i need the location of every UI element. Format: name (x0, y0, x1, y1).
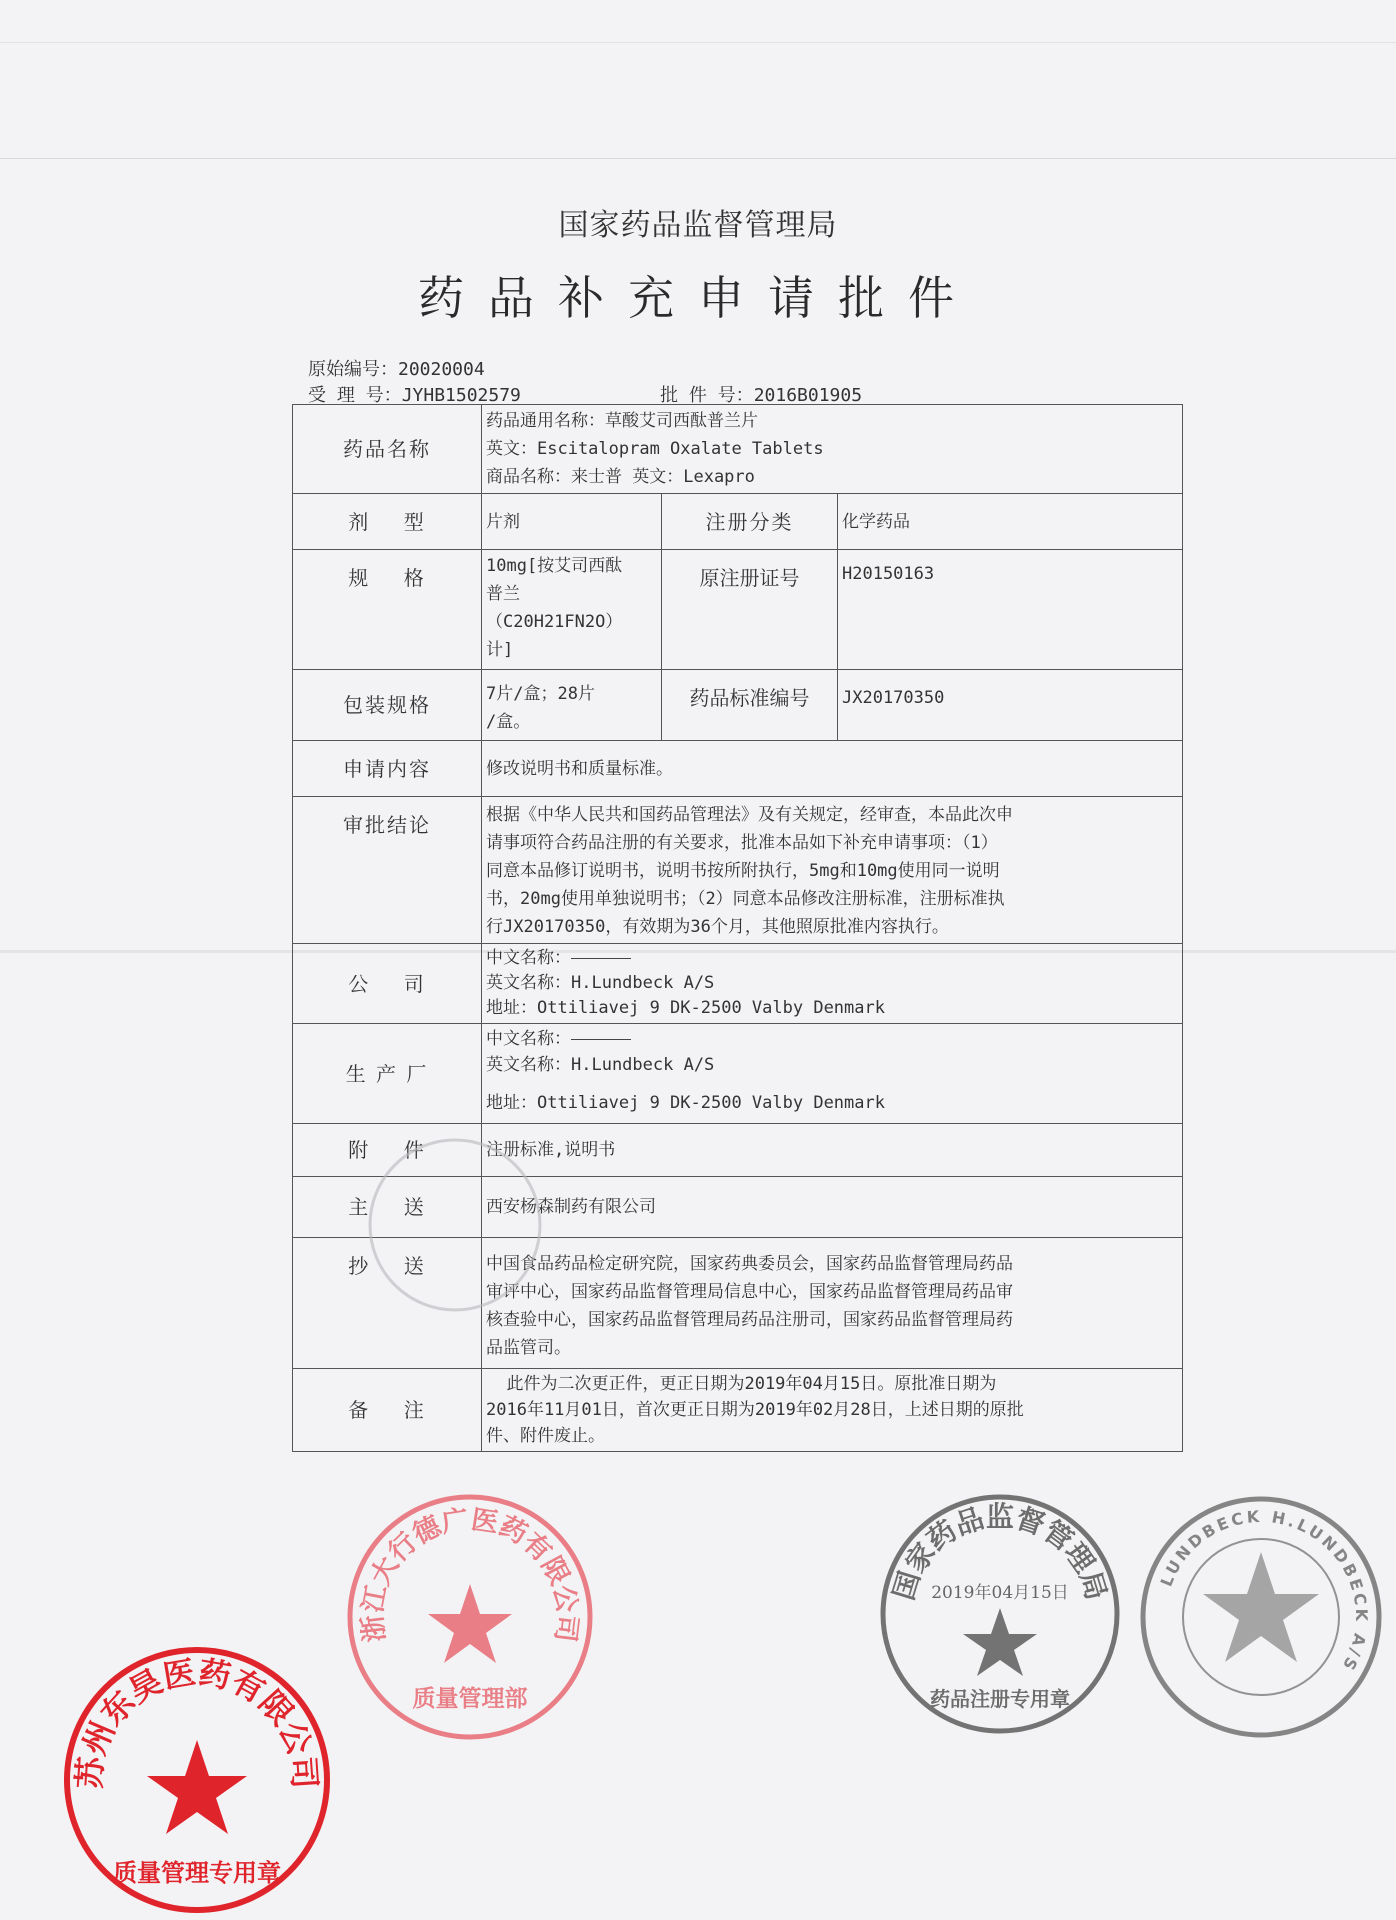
agency-name: 国家药品监督管理局 (558, 208, 838, 243)
label-remarks: 备 注 (293, 1369, 482, 1452)
red-stamp-1-bottom-text: 质量管理部 (412, 1686, 528, 1712)
row-application (293, 741, 1183, 797)
drug-name-value (482, 405, 1183, 494)
row-package (293, 670, 1183, 741)
company-en-name: 英文名称：H.Lundbeck A/S (486, 973, 715, 993)
row-conclusion (293, 797, 1183, 944)
row-remarks (293, 1369, 1183, 1452)
faint-stamp (360, 1120, 550, 1330)
spec-value (482, 550, 662, 670)
company-cn-name-label: 中文名称： (486, 948, 571, 968)
package-value (482, 670, 662, 741)
original-registration-value: H20150163 (838, 550, 1183, 670)
star-icon (1203, 1552, 1319, 1662)
row-company (293, 944, 1183, 1024)
manufacturer-value (482, 1024, 1183, 1124)
english-name: 英文：Escitalopram Oxalate Tablets (486, 439, 824, 459)
company-value (482, 944, 1183, 1024)
company-address: 地址：Ottiliavej 9 DK-2500 Valby Denmark (486, 998, 885, 1018)
conclusion-line: 同意本品修订说明书，说明书按所附执行，5mg和10mg使用同一说明 (486, 861, 1000, 881)
spec-line: 计] (486, 640, 514, 660)
star-icon (428, 1584, 512, 1663)
conclusion-line: 请事项符合药品注册的有关要求，批准本品如下补充申请事项：（1） (486, 833, 998, 853)
standard-number-value: JX20170350 (838, 670, 1183, 741)
conclusion-line: 根据《中华人民共和国药品管理法》及有关规定，经审查，本品此次申 (486, 805, 1013, 825)
attachments-value: 注册标准,说明书 (482, 1124, 1183, 1177)
generic-name: 药品通用名称：草酸艾司西酞普兰片 (486, 411, 758, 431)
row-dosage-form (293, 494, 1183, 550)
spec-line: 普兰 (486, 584, 520, 604)
nmpa-ring-text: 国家药品监督管理局 (886, 1499, 1114, 1604)
original-number-label: 原始编号： (308, 359, 398, 380)
label-original-registration: 原注册证号 (662, 550, 838, 670)
zhejiang-quality-stamp (345, 1492, 595, 1742)
label-cc: 抄 送 (293, 1238, 482, 1369)
dosage-form-value: 片剂 (482, 494, 662, 550)
label-standard-number: 药品标准编号 (662, 670, 838, 741)
approval-number-value: 2016B01905 (753, 385, 863, 406)
label-attachments: 附 件 (293, 1124, 482, 1177)
label-manufacturer: 生 产 厂 (293, 1024, 482, 1124)
blank-line (571, 958, 631, 959)
cc-value (482, 1238, 1183, 1369)
label-application: 申请内容 (293, 741, 482, 797)
star-icon (963, 1608, 1037, 1676)
manufacturer-cn-name-label: 中文名称： (486, 1029, 571, 1049)
nmpa-bottom-text: 药品注册专用章 (930, 1687, 1070, 1711)
registration-class-value: 化学药品 (838, 494, 1183, 550)
blank-line (571, 1039, 631, 1040)
package-line: 7片/盒；28片 (486, 684, 595, 704)
nmpa-date: 2019年04月15日 (931, 1583, 1069, 1603)
row-drug-name (293, 405, 1183, 494)
conclusion-line: 行JX20170350，有效期为36个月，其他照原批准内容执行。 (486, 917, 949, 937)
acceptance-number-label: 受 理 号： (308, 385, 402, 406)
document-title: 药品补充申请批件 (418, 271, 978, 325)
row-spec (293, 550, 1183, 670)
remarks-value (482, 1369, 1183, 1452)
label-dosage-form: 剂 型 (293, 494, 482, 550)
remarks-line: 此件为二次更正件，更正日期为2019年04月15日。原批准日期为 (486, 1374, 997, 1394)
original-number-value: 20020004 (398, 359, 485, 380)
approval-number-label: 批 件 号： (660, 385, 754, 406)
cc-line: 核查验中心，国家药品监督管理局药品注册司，国家药品监督管理局药 (486, 1310, 1013, 1330)
suzhou-quality-stamp (62, 1645, 332, 1915)
star-icon (147, 1740, 247, 1834)
application-value: 修改说明书和质量标准。 (482, 741, 1183, 797)
spec-line: （C20H21FN2O） (486, 612, 623, 632)
manufacturer-en-name: 英文名称：H.Lundbeck A/S (486, 1055, 715, 1075)
spec-line: 10mg[按艾司西酞 (486, 556, 623, 576)
nmpa-registration-stamp (878, 1492, 1122, 1736)
label-conclusion: 审批结论 (293, 797, 482, 944)
original-number (308, 355, 485, 381)
label-company: 公 司 (293, 944, 482, 1024)
lundbeck-stamp (1136, 1492, 1386, 1742)
row-manufacturer (293, 1024, 1183, 1124)
label-drug-name: 药品名称 (293, 405, 482, 494)
lundbeck-ring-text: LUNDBECK H.LUNDBECK A/S (1156, 1506, 1372, 1676)
red-stamp-2-bottom-text: 质量管理专用章 (113, 1859, 281, 1887)
cc-line: 品监管司。 (486, 1338, 571, 1358)
label-registration-class: 注册分类 (662, 494, 838, 550)
remarks-line: 2016年11月01日，首次更正日期为2019年02月28日，上述日期的原批 (486, 1400, 1024, 1420)
conclusion-value (482, 797, 1183, 944)
trade-name: 商品名称：来士普 英文：Lexapro (486, 467, 755, 487)
label-package: 包装规格 (293, 670, 482, 741)
conclusion-line: 书，20mg使用单独说明书；（2）同意本品修改注册标准，注册标准执 (486, 889, 1005, 909)
red-stamp-1-ring-text: 浙江大行德广医药有限公司 (357, 1504, 583, 1644)
label-spec: 规 格 (293, 550, 482, 670)
remarks-line: 件、附件废止。 (486, 1426, 605, 1446)
manufacturer-address: 地址：Ottiliavej 9 DK-2500 Valby Denmark (486, 1093, 885, 1113)
acceptance-number-value: JYHB1502579 (401, 385, 521, 406)
cc-line: 中国食品药品检定研究院，国家药典委员会，国家药品监督管理局药品 (486, 1254, 1013, 1274)
cc-line: 审评中心，国家药品监督管理局信息中心，国家药品监督管理局药品审 (486, 1282, 1013, 1302)
label-main-recipient: 主 送 (293, 1177, 482, 1238)
main-recipient-value: 西安杨森制药有限公司 (482, 1177, 1183, 1238)
red-stamp-2-ring-text: 苏州东昊医药有限公司 (70, 1653, 324, 1790)
package-line: /盒。 (486, 712, 531, 732)
